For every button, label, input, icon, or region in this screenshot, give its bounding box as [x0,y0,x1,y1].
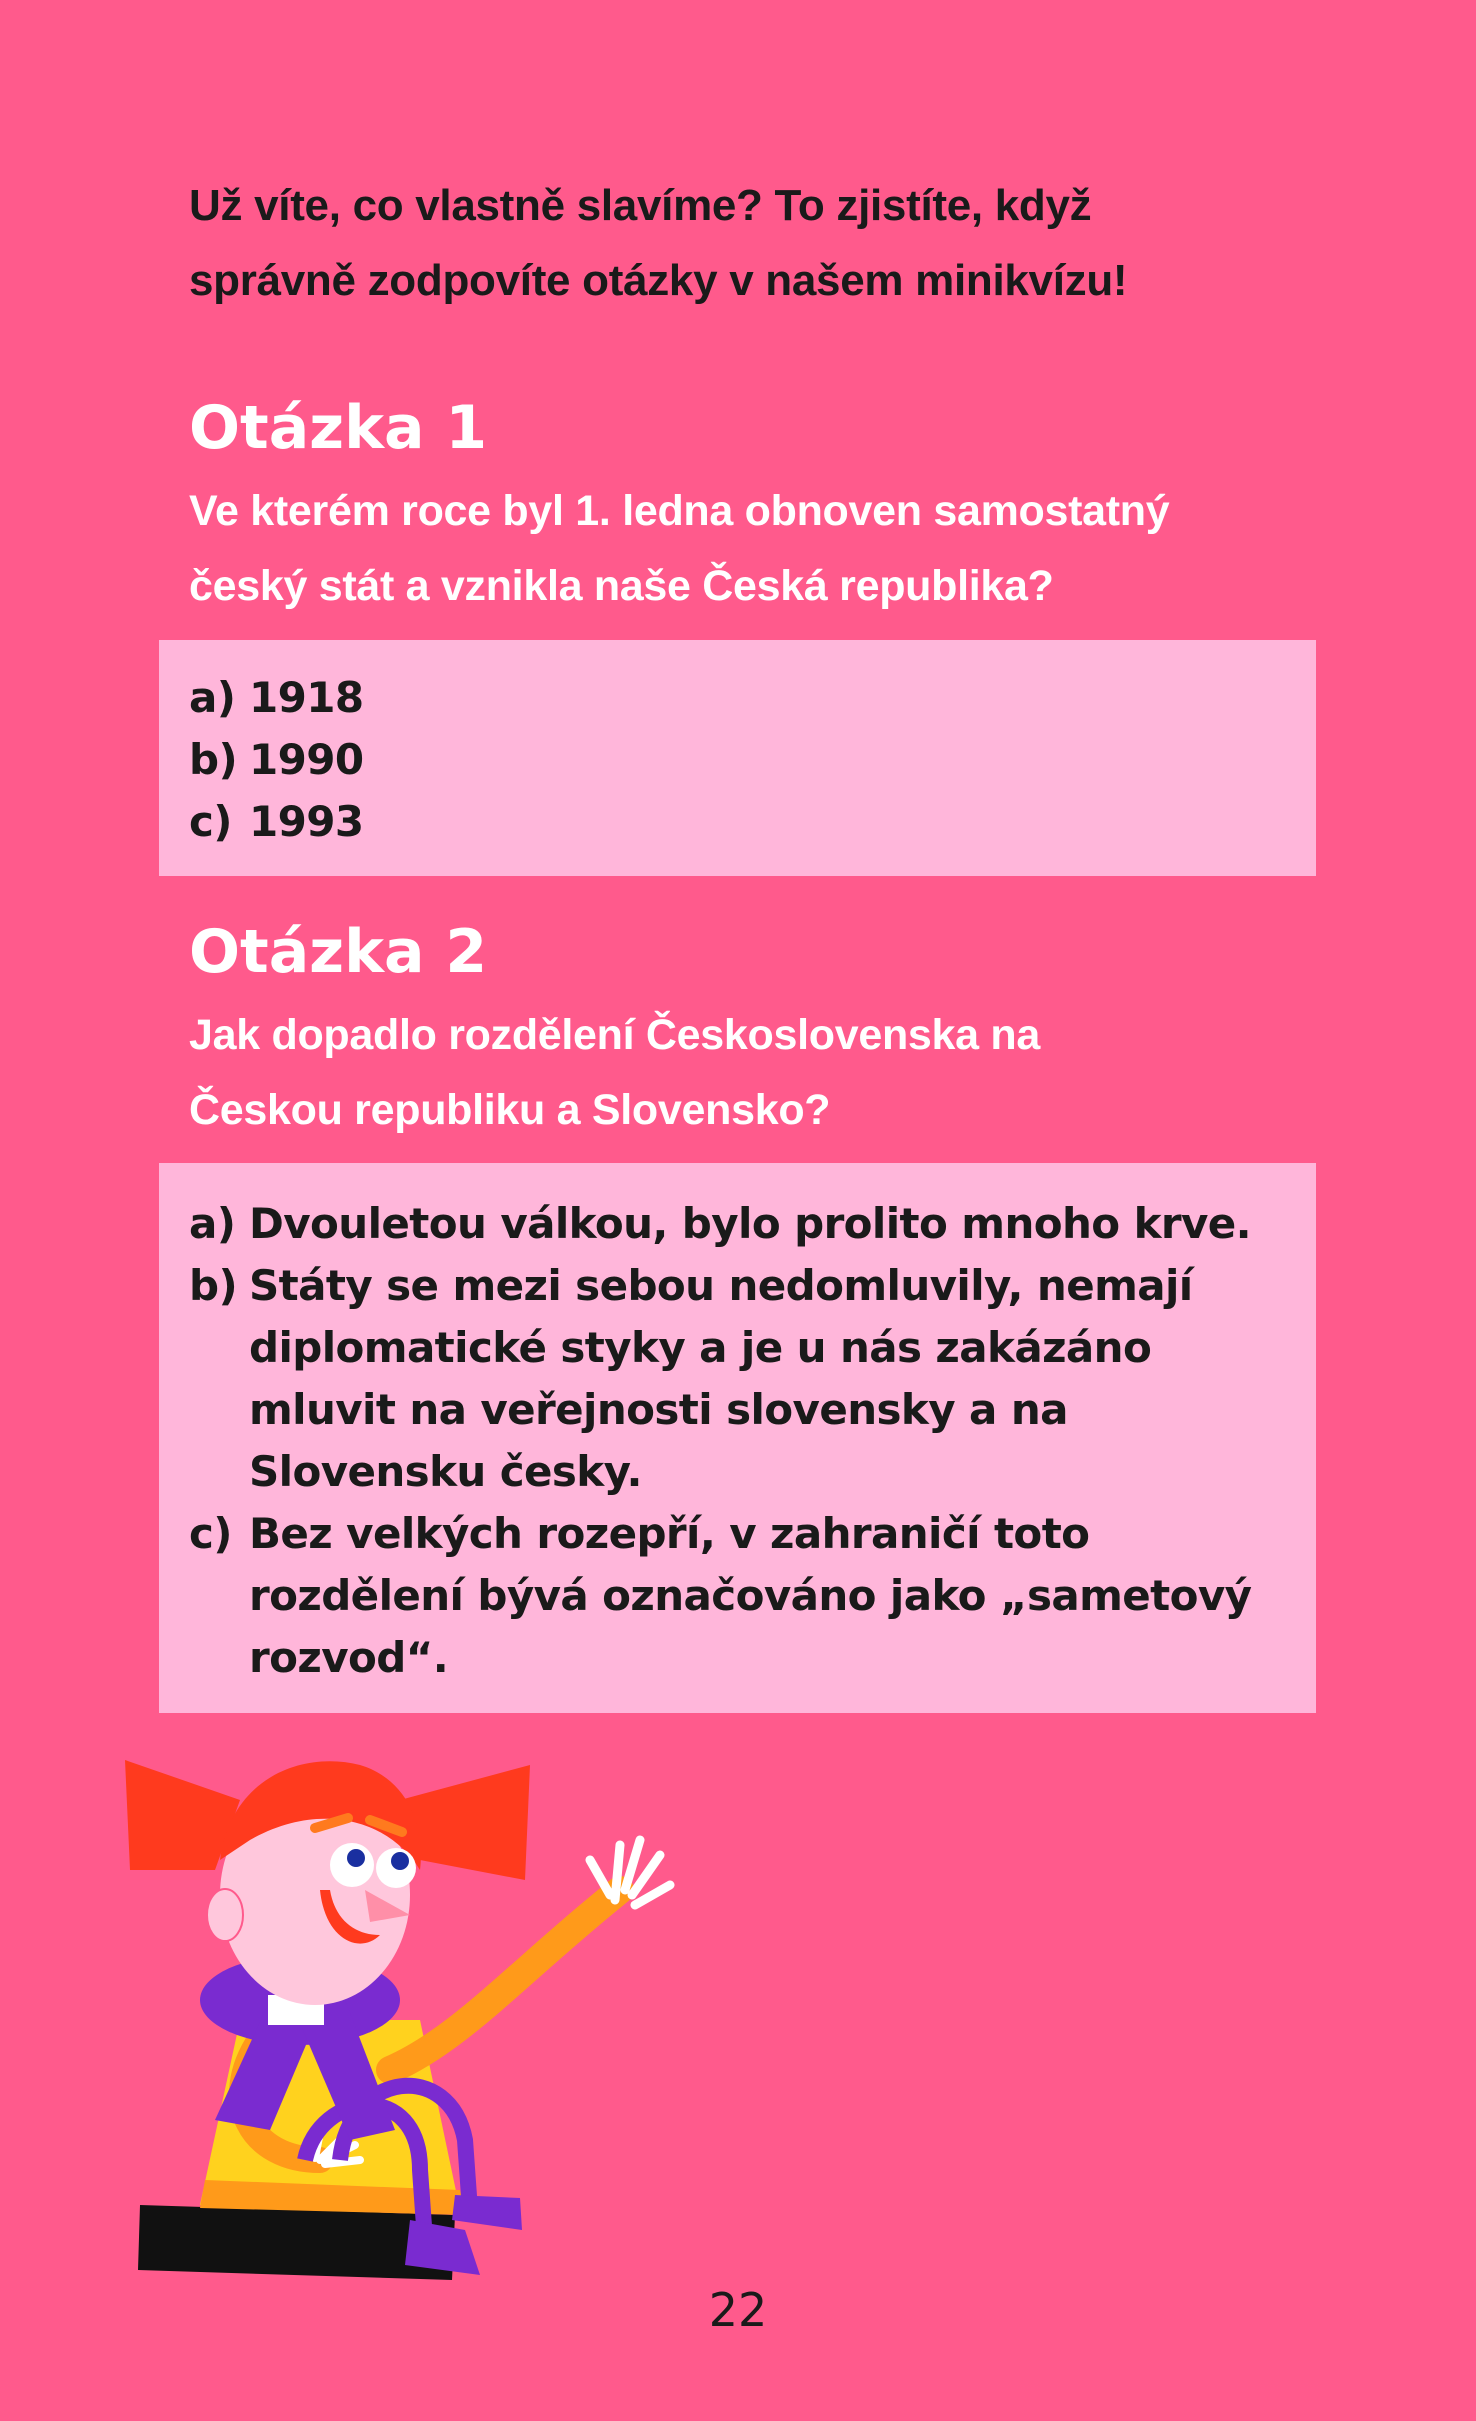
answer-letter: a) [189,673,236,722]
answer-letter: c) [189,797,232,846]
answer-letter: a) [189,1199,236,1248]
answer-letter: b) [189,735,238,784]
girl-waving-illustration [120,1740,700,2300]
answer-letter: c) [189,1509,232,1558]
answer-text: 1993 [249,797,364,846]
question-1-answers [159,640,1316,876]
question-1-line-1: Ve kterém roce byl 1. ledna obnoven samostatný [189,487,1170,535]
answer-2b[interactable] [189,1255,1316,1503]
answer-text: Státy se mezi sebou nedomluvily, nemají diplomatické styky a je u nás zakázáno mluvit na veřejnosti slovensky a na Slovensku česky. [249,1261,1193,1496]
answer-1c[interactable] [189,791,1316,853]
question-2-title: Otázka 2 [189,917,488,987]
pupil-right [391,1852,409,1870]
answer-text: 1918 [249,673,364,722]
question-1-text [189,474,1349,624]
question-2-text [189,998,1349,1148]
bench-shape [138,2205,455,2280]
answer-text: Bez velkých rozepří, v zahraničí toto rozdělení bývá označováno jako „sametový rozvod“. [249,1509,1252,1682]
question-2-line-1: Jak dopadlo rozdělení Československa na [189,1011,1040,1059]
answer-text: 1990 [249,735,364,784]
page-number: 22 [708,2283,768,2337]
question-1-title: Otázka 1 [189,393,488,463]
intro-text [189,168,1349,318]
question-1-line-2: český stát a vznikla naše Česká republika? [189,562,1054,610]
question-2-answers [159,1163,1316,1713]
answer-2c[interactable] [189,1503,1316,1689]
answer-letter: b) [189,1261,238,1310]
intro-line-1: Už víte, co vlastně slavíme? To zjistíte, když [189,181,1092,230]
intro-line-2: správně zodpovíte otázky v našem minikvízu! [189,256,1128,305]
waving-arm [390,1890,620,2070]
ear [207,1889,243,1941]
answer-2a[interactable] [189,1193,1316,1255]
shoe-back [452,2195,522,2230]
pupil-left [347,1849,365,1867]
question-2-line-2: Českou republiku a Slovensko? [189,1086,831,1134]
answer-text: Dvouletou válkou, bylo prolito mnoho krve. [249,1199,1252,1248]
answer-1a[interactable] [189,667,1316,729]
answer-1b[interactable] [189,729,1316,791]
